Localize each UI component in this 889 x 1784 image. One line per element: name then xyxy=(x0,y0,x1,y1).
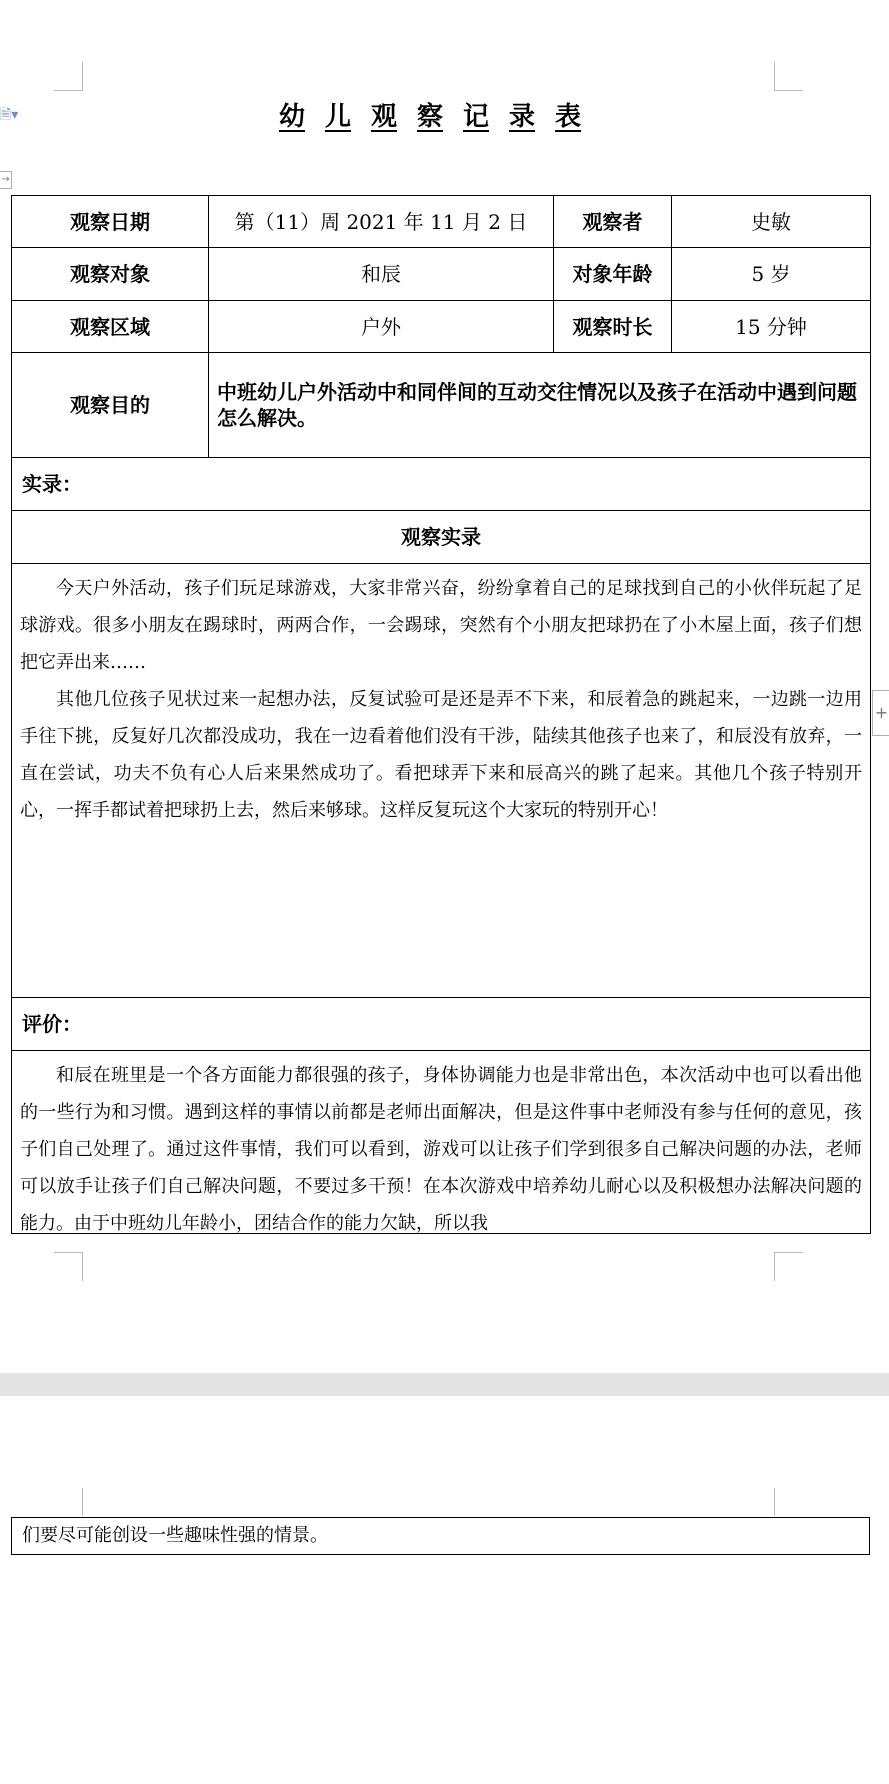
record-paragraph: 今天户外活动，孩子们玩足球游戏，大家非常兴奋，纷纷拿着自己的足球找到自己的小伙伴玩起了足球游戏。很多小朋友在踢球时，两两合作，一会踢球，突然有个小朋友把球扔在了小木屋上面，孩子们想把它弄出来…… xyxy=(20,578,862,673)
purpose-label: 观察目的 xyxy=(12,353,209,458)
evaluation-continuation[interactable]: 们要尽可能创设一些趣味性强的情景。 xyxy=(12,1518,870,1555)
title-char: 表 xyxy=(555,102,582,132)
date-label: 观察日期 xyxy=(12,196,209,248)
page-2 xyxy=(0,1396,889,1784)
crop-mark-top-left xyxy=(54,62,83,91)
table-row xyxy=(12,998,871,1051)
observer-value[interactable]: 史敏 xyxy=(672,196,871,248)
title-char: 观 xyxy=(370,102,397,132)
subject-value[interactable]: 和辰 xyxy=(209,248,554,301)
crop-mark-top-right xyxy=(774,62,803,91)
table-row xyxy=(12,458,871,511)
age-value[interactable]: 5 岁 xyxy=(672,248,871,301)
crop-mark-page2-left xyxy=(54,1488,83,1516)
crop-mark-page2-right xyxy=(774,1488,803,1516)
subject-label: 观察对象 xyxy=(12,248,209,301)
observer-label: 观察者 xyxy=(554,196,672,248)
crop-mark-bottom-right xyxy=(774,1252,803,1281)
table-row xyxy=(12,1051,871,1234)
continuation-table xyxy=(11,1517,870,1555)
date-value[interactable]: 第（11）周 2021 年 11 月 2 日 xyxy=(209,196,554,248)
record-heading: 观察实录 xyxy=(12,511,871,564)
page-gap xyxy=(0,1373,889,1396)
title-char: 幼 xyxy=(278,102,305,132)
title-char: 儿 xyxy=(324,102,351,132)
table-move-icon[interactable]: → xyxy=(0,171,12,189)
record-paragraph: 其他几位孩子见状过来一起想办法，反复试验可是还是弄不下来，和辰着急的跳起来，一边跳一边用手往下挑，反复好几次都没成功，我在一边看着他们没有干涉，陆续其他孩子也来了，和辰没有放弃，一直在尝试，功夫不负有心人后来果然成功了。看把球弄下来和辰高兴的跳了起来。其他几个孩子特别开心，一挥手都试着把球扔上去，然后来够球。这样反复玩这个大家玩的特别开心！ xyxy=(20,689,862,821)
record-label: 实录： xyxy=(12,458,871,511)
record-body[interactable] xyxy=(12,564,871,998)
area-label: 观察区域 xyxy=(12,301,209,353)
page-title xyxy=(0,96,860,133)
title-char: 录 xyxy=(509,102,536,132)
table-row xyxy=(12,511,871,564)
title-char: 察 xyxy=(416,102,443,132)
table-row xyxy=(12,301,871,353)
table-row xyxy=(12,353,871,458)
duration-value[interactable]: 15 分钟 xyxy=(672,301,871,353)
evaluation-label: 评价： xyxy=(12,998,871,1051)
crop-mark-bottom-left xyxy=(54,1252,83,1281)
duration-label: 观察时长 xyxy=(554,301,672,353)
document-icon[interactable]: 🗎▾ xyxy=(0,107,19,123)
age-label: 对象年龄 xyxy=(554,248,672,301)
table-row xyxy=(12,564,871,998)
title-char: 记 xyxy=(463,102,490,132)
observation-table xyxy=(11,195,871,1234)
table-row xyxy=(12,1518,870,1555)
add-column-icon[interactable]: + xyxy=(872,690,889,736)
table-row xyxy=(12,196,871,248)
evaluation-body[interactable] xyxy=(12,1051,871,1234)
purpose-value[interactable]: 中班幼儿户外活动中和同伴间的互动交往情况以及孩子在活动中遇到问题怎么解决。 xyxy=(209,353,871,458)
area-value[interactable]: 户外 xyxy=(209,301,554,353)
evaluation-paragraph: 和辰在班里是一个各方面能力都很强的孩子，身体协调能力也是非常出色，本次活动中也可以看出他的一些行为和习惯。遇到这样的事情以前都是老师出面解决，但是这件事中老师没有参与任何的意见，孩子们自己处理了。通过这件事情，我们可以看到，游戏可以让孩子们学到很多自己解决问题的办法，老师可以放手让孩子们自己解决问题，不要过多干预！在本次游戏中培养幼儿耐心以及积极想办法解决问题的能力。由于中班幼儿年龄小，团结合作的能力欠缺，所以我 xyxy=(20,1065,862,1233)
table-row xyxy=(12,248,871,301)
